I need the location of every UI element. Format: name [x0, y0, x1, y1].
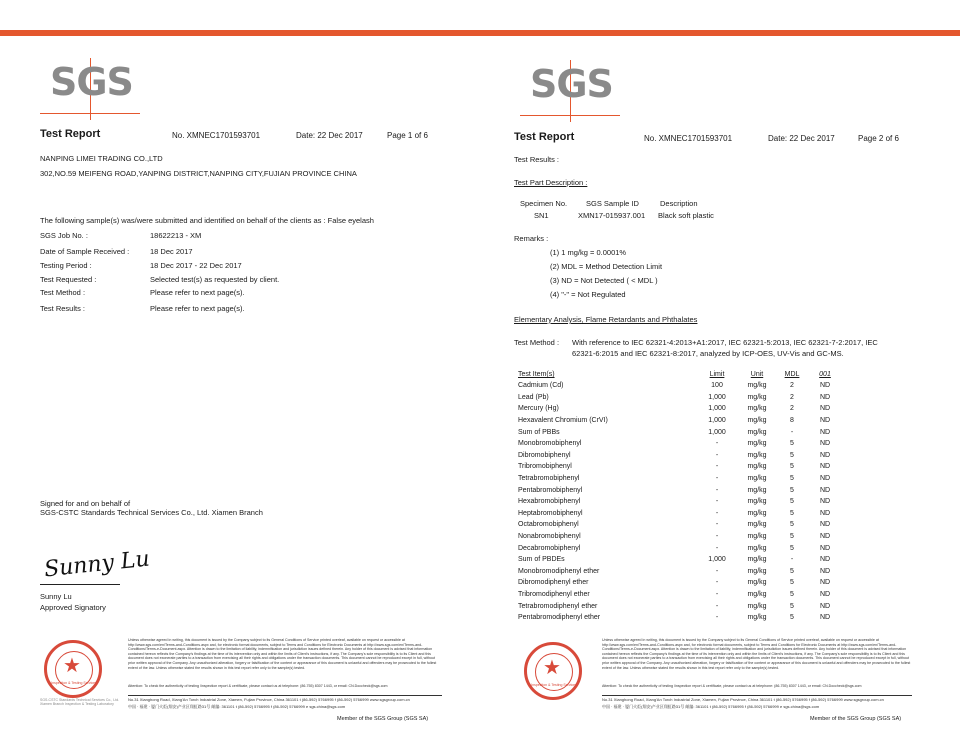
cell-result: ND — [819, 382, 831, 390]
col-header-sample: 001 — [819, 371, 831, 378]
spec-specimen-no: SN1 — [534, 211, 549, 220]
cell-mdl: 5 — [790, 486, 794, 494]
sgs-member: Member of the SGS Group (SGS SA) — [810, 716, 902, 722]
address-en: No.31 Xianghong Road, Xiang'An Torch Industrial Zone, Xiamen, Fujian Province, China 361101 t (86-592) 5766995 f (86-592) 5766999 www.sgsgroup.com.cn — [602, 697, 884, 702]
sgs-logo: SGS — [40, 58, 140, 120]
field-label: Test Method : — [40, 288, 86, 297]
cell-limit: - — [715, 451, 719, 459]
table-row — [514, 403, 840, 415]
cell-mdl: - — [790, 556, 794, 564]
cell-unit: mg/kg — [747, 382, 767, 390]
report-date: Date: 22 Dec 2017 — [296, 131, 363, 140]
table-row — [514, 554, 840, 566]
cell-test-item: Heptabromobiphenyl — [518, 509, 583, 517]
cell-unit: mg/kg — [747, 509, 767, 517]
cell-unit: mg/kg — [747, 393, 767, 401]
cell-limit: - — [715, 590, 719, 598]
star-icon: ★ — [63, 655, 81, 677]
lab-name: SGS-CSTC Standards Technical Services Co., Ltd. Xiamen Branch Inspection & Testing Laboratory — [40, 698, 120, 707]
page-number: Page 1 of 6 — [387, 131, 428, 140]
table-row — [514, 415, 840, 427]
spec-header-specimen: Specimen No. — [520, 199, 568, 208]
table-row — [514, 542, 840, 554]
cell-result: ND — [819, 405, 831, 413]
cell-unit: mg/kg — [747, 521, 767, 529]
col-header-mdl: MDL — [784, 371, 800, 378]
table-row — [514, 589, 840, 601]
cell-unit: mg/kg — [747, 556, 767, 564]
field-label: Testing Period : — [40, 261, 92, 270]
report-number: No. XMNEC1701593701 — [644, 134, 733, 143]
table-row — [514, 496, 840, 508]
cell-test-item: Octabromobiphenyl — [518, 521, 579, 529]
table-row — [514, 577, 840, 589]
cell-result: ND — [819, 556, 831, 564]
fine-print: Unless otherwise agreed in writing, this document is issued by the Company subject to its General Conditions of Service printed overleaf, available on request or accessible at http://www.sgs.com/en/Terms-and-Conditions.aspx and, for electronic format documents, subject to Terms and Conditions for Electronic Documents at http://www.sgs.com/en/Terms-and-Conditions/Terms-e-Document.aspx. Attention is drawn to the limitation of liability, indemnification and jurisdiction issues defined therein. Any holder of this document is advised that information contained hereon reflects the Company's findings at the time of its intervention only and within the limits of Client's instructions, if any. The Company's sole responsibility is to its Client and this document does not exonerate parties to a transaction from exercising all their rights and obligations under the transaction documents. This document cannot be reproduced except in full, without prior written approval of the Company. Any unauthorized alteration, forgery or falsification of the content or appearance of this document is unlawful and offenders may be prosecuted to the fullest extent of the law. Unless otherwise stated the results shown in this test report refer only to the sample(s) tested. — [602, 638, 911, 670]
table-row — [514, 531, 840, 543]
field-label: Date of Sample Received : — [40, 247, 130, 256]
cell-limit: - — [715, 463, 719, 471]
cell-mdl: 5 — [790, 509, 794, 517]
signing-company: SGS-CSTC Standards Technical Services Co., Ltd. Xiamen Branch — [40, 508, 263, 517]
cell-mdl: 8 — [790, 417, 794, 425]
cell-mdl: 5 — [790, 590, 794, 598]
cell-test-item: Decabromobiphenyl — [518, 544, 581, 552]
cell-test-item: Pentabromobiphenyl — [518, 486, 583, 494]
cell-unit: mg/kg — [747, 544, 767, 552]
cell-unit: mg/kg — [747, 498, 767, 506]
cell-test-item: Dibromobiphenyl — [518, 451, 571, 459]
remark-item: (4) "-" = Not Regulated — [550, 290, 626, 299]
cell-unit: mg/kg — [747, 405, 767, 413]
cell-result: ND — [819, 567, 831, 575]
test-method-line2: 62321-6:2015 and IEC 62321-8:2017, analyzed by ICP-OES, UV-Vis and GC-MS. — [572, 349, 844, 358]
cell-limit: 1,000 — [708, 428, 726, 436]
cell-mdl: 5 — [790, 579, 794, 587]
remarks-label: Remarks : — [514, 234, 549, 243]
table-row — [514, 600, 840, 612]
footer-rule — [602, 695, 912, 696]
cell-test-item: Hexabromobiphenyl — [518, 498, 581, 506]
table-header-row — [514, 369, 840, 380]
signatory-title: Approved Signatory — [40, 603, 106, 612]
cell-unit: mg/kg — [747, 533, 767, 541]
cell-test-item: Tribromodiphenyl ether — [518, 590, 590, 598]
cell-mdl: - — [790, 428, 794, 436]
cell-result: ND — [819, 579, 831, 587]
sgs-logo: SGS — [520, 60, 620, 122]
part-description-label: Test Part Description : — [514, 178, 588, 187]
field-value: 18622213 - XM — [150, 231, 202, 240]
remark-item: (1) 1 mg/kg = 0.0001% — [550, 248, 627, 257]
cell-test-item: Nonabromobiphenyl — [518, 533, 581, 541]
results-table — [514, 369, 840, 623]
intro-text: The following sample(s) was/were submitted and identified on behalf of the clients as : False eyelash — [40, 216, 374, 225]
table-row — [514, 566, 840, 578]
address-cn: 中国 · 福建 · 厦门火炬(翔安)产业区翔虹路31号 邮编: 361101 t (86-592) 5766995 f (86-592) 5766999 e sgs.china@sgs.com — [602, 704, 820, 709]
table-row — [514, 473, 840, 485]
cell-limit: - — [715, 567, 719, 575]
remark-item: (2) MDL = Method Detection Limit — [550, 262, 663, 271]
table-row — [514, 426, 840, 438]
cell-unit: mg/kg — [747, 590, 767, 598]
cell-test-item: Monobromobiphenyl — [518, 440, 582, 448]
cell-test-item: Hexavalent Chromium (CrVI) — [518, 417, 608, 425]
cell-limit: - — [715, 521, 719, 529]
cell-unit: mg/kg — [747, 567, 767, 575]
cell-test-item: Tetrabromobiphenyl — [518, 475, 580, 483]
cell-mdl: 5 — [790, 602, 794, 610]
cell-mdl: 5 — [790, 567, 794, 575]
spec-header-description: Description — [660, 199, 698, 208]
footer-rule — [128, 695, 442, 696]
cell-result: ND — [819, 393, 831, 401]
cell-mdl: 5 — [790, 533, 794, 541]
test-results-label: Test Results : — [514, 155, 560, 164]
cell-limit: - — [715, 544, 719, 552]
field-label: Test Requested : — [40, 275, 97, 284]
table-row — [514, 450, 840, 462]
cell-result: ND — [819, 417, 831, 425]
col-header-limit: Limit — [709, 371, 725, 378]
cell-mdl: 5 — [790, 498, 794, 506]
star-icon: ★ — [543, 657, 561, 679]
remark-item: (3) ND = Not Detected ( < MDL ) — [550, 276, 658, 285]
cell-limit: 100 — [711, 382, 723, 390]
cell-test-item: Tetrabromodiphenyl ether — [518, 602, 598, 610]
sgs-seal: ★ Inspection & Testing Services — [44, 640, 102, 698]
cell-test-item: Sum of PBDEs — [518, 556, 565, 564]
cell-limit: 1,000 — [708, 417, 726, 425]
cell-mdl: 2 — [790, 405, 794, 413]
report-number: No. XMNEC1701593701 — [172, 131, 261, 140]
field-value: Selected test(s) as requested by client. — [150, 275, 280, 284]
sgs-seal: ★ Inspection & Testing Services — [524, 642, 582, 700]
cell-result: ND — [819, 486, 831, 494]
cell-unit: mg/kg — [747, 417, 767, 425]
cell-unit: mg/kg — [747, 602, 767, 610]
signatory-name: Sunny Lu — [40, 592, 72, 601]
cell-limit: - — [715, 475, 719, 483]
cell-mdl: 5 — [790, 451, 794, 459]
fine-print: Unless otherwise agreed in writing, this document is issued by the Company subject to its General Conditions of Service printed overleaf, available on request or accessible at http://www.sgs.com/en/Terms-and-Conditions.aspx and, for electronic format documents, subject to Terms and Conditions for Electronic Documents at http://www.sgs.com/en/Terms-and-Conditions/Terms-e-Document.aspx. Attention is drawn to the limitation of liability, indemnification and jurisdiction issues defined therein. Any holder of this document is advised that information contained hereon reflects the Company's findings at the time of its intervention only and within the limits of Client's instructions, if any. The Company's sole responsibility is to its Client and this document does not exonerate parties to a transaction from exercising all their rights and obligations under the transaction documents. This document cannot be reproduced except in full, without prior written approval of the Company. Any unauthorized alteration, forgery or falsification of the content or appearance of this document is unlawful and offenders may be prosecuted to the fullest extent of the law. Unless otherwise stated the results shown in this test report refer only to the sample(s) tested. — [128, 638, 437, 670]
cell-test-item: Lead (Pb) — [518, 393, 549, 401]
client-address: 302,NO.59 MEIFENG ROAD,YANPING DISTRICT,NANPING CITY,FUJIAN PROVINCE CHINA — [40, 169, 357, 178]
test-method-line1: With reference to IEC 62321-4:2013+A1:2017, IEC 62321-5:2013, IEC 62321-7-2:2017, IEC — [572, 338, 878, 347]
client-name: NANPING LIMEI TRADING CO.,LTD — [40, 154, 163, 163]
attention-notice: Attention: To check the authenticity of testing /inspection report & certificate, please contact us at telephone: (86-755) 8307 1443, or email: CN.Doccheck@sgs.com — [602, 684, 862, 688]
cell-mdl: 5 — [790, 463, 794, 471]
field-label: Test Results : — [40, 304, 86, 313]
field-value: 18 Dec 2017 - 22 Dec 2017 — [150, 261, 242, 270]
cell-unit: mg/kg — [747, 486, 767, 494]
cell-test-item: Mercury (Hg) — [518, 405, 559, 413]
signed-on-behalf: Signed for and on behalf of — [40, 499, 131, 508]
cell-mdl: 5 — [790, 521, 794, 529]
cell-result: ND — [819, 521, 831, 529]
cell-unit: mg/kg — [747, 451, 767, 459]
field-value: Please refer to next page(s). — [150, 304, 245, 313]
cell-result: ND — [819, 614, 831, 622]
cell-result: ND — [819, 498, 831, 506]
cell-limit: - — [715, 440, 719, 448]
field-value: Please refer to next page(s). — [150, 288, 245, 297]
cell-unit: mg/kg — [747, 579, 767, 587]
table-row — [514, 392, 840, 404]
field-label: SGS Job No. : — [40, 231, 88, 240]
cell-mdl: 2 — [790, 393, 794, 401]
cell-unit: mg/kg — [747, 463, 767, 471]
cell-mdl: 5 — [790, 475, 794, 483]
cell-result: ND — [819, 428, 831, 436]
report-date: Date: 22 Dec 2017 — [768, 134, 835, 143]
signature: Sunny Lu — [42, 546, 151, 583]
col-header-item: Test Item(s) — [518, 371, 555, 378]
field-value: 18 Dec 2017 — [150, 247, 193, 256]
cell-limit: 1,000 — [708, 556, 726, 564]
cell-unit: mg/kg — [747, 428, 767, 436]
cell-result: ND — [819, 544, 831, 552]
cell-test-item: Cadmium (Cd) — [518, 382, 564, 390]
cell-result: ND — [819, 475, 831, 483]
cell-result: ND — [819, 451, 831, 459]
report-page-1 — [0, 36, 480, 724]
cell-result: ND — [819, 602, 831, 610]
attention-notice: Attention: To check the authenticity of testing /inspection report & certificate, please contact us at telephone: (86-755) 8307 1443, or email: CN.Doccheck@sgs.com — [128, 684, 388, 688]
page-title: Test Report — [40, 128, 101, 140]
page-title: Test Report — [514, 131, 575, 143]
cell-test-item: Monobromodiphenyl ether — [518, 567, 600, 575]
table-row — [514, 484, 840, 496]
cell-result: ND — [819, 590, 831, 598]
address-cn: 中国 · 福建 · 厦门火炬(翔安)产业区翔虹路31号 邮编: 361101 t (86-592) 5766995 f (86-592) 5766999 e sgs.china@sgs.com — [128, 704, 346, 709]
cell-limit: - — [715, 579, 719, 587]
cell-limit: - — [715, 486, 719, 494]
cell-limit: - — [715, 602, 719, 610]
cell-result: ND — [819, 509, 831, 517]
spec-header-sample-id: SGS Sample ID — [586, 199, 639, 208]
section-title: Elementary Analysis, Flame Retardants and Phthalates — [514, 315, 698, 324]
table-row — [514, 461, 840, 473]
cell-result: ND — [819, 440, 831, 448]
cell-mdl: 5 — [790, 614, 794, 622]
cell-limit: - — [715, 498, 719, 506]
report-page-2 — [480, 36, 960, 724]
cell-mdl: 5 — [790, 440, 794, 448]
test-method-label: Test Method : — [514, 338, 560, 347]
page-number: Page 2 of 6 — [858, 134, 899, 143]
cell-unit: mg/kg — [747, 440, 767, 448]
spec-sample-id: XMN17-015937.001 — [578, 211, 646, 220]
cell-result: ND — [819, 463, 831, 471]
table-row — [514, 612, 840, 624]
cell-mdl: 5 — [790, 544, 794, 552]
cell-limit: 1,000 — [708, 393, 726, 401]
cell-limit: - — [715, 614, 719, 622]
cell-unit: mg/kg — [747, 475, 767, 483]
cell-test-item: Dibromodiphenyl ether — [518, 579, 589, 587]
signature-line — [40, 584, 120, 585]
sgs-member: Member of the SGS Group (SGS SA) — [337, 716, 429, 722]
cell-test-item: Tribromobiphenyl — [518, 463, 572, 471]
address-en: No.31 Xianghong Road, Xiang'An Torch Industrial Zone, Xiamen, Fujian Province, China 361101 t (86-592) 5766995 f (86-592) 5766999 www.sgsgroup.com.cn — [128, 697, 410, 702]
cell-limit: - — [715, 533, 719, 541]
cell-mdl: 2 — [790, 382, 794, 390]
cell-test-item: Sum of PBBs — [518, 428, 560, 436]
cell-result: ND — [819, 533, 831, 541]
cell-limit: - — [715, 509, 719, 517]
spec-description: Black soft plastic — [658, 211, 714, 220]
cell-unit: mg/kg — [747, 614, 767, 622]
table-row — [514, 438, 840, 450]
cell-test-item: Pentabromodiphenyl ether — [518, 614, 601, 622]
cell-limit: 1,000 — [708, 405, 726, 413]
table-row — [514, 380, 840, 392]
table-row — [514, 519, 840, 531]
col-header-unit: Unit — [750, 371, 764, 378]
table-row — [514, 508, 840, 520]
